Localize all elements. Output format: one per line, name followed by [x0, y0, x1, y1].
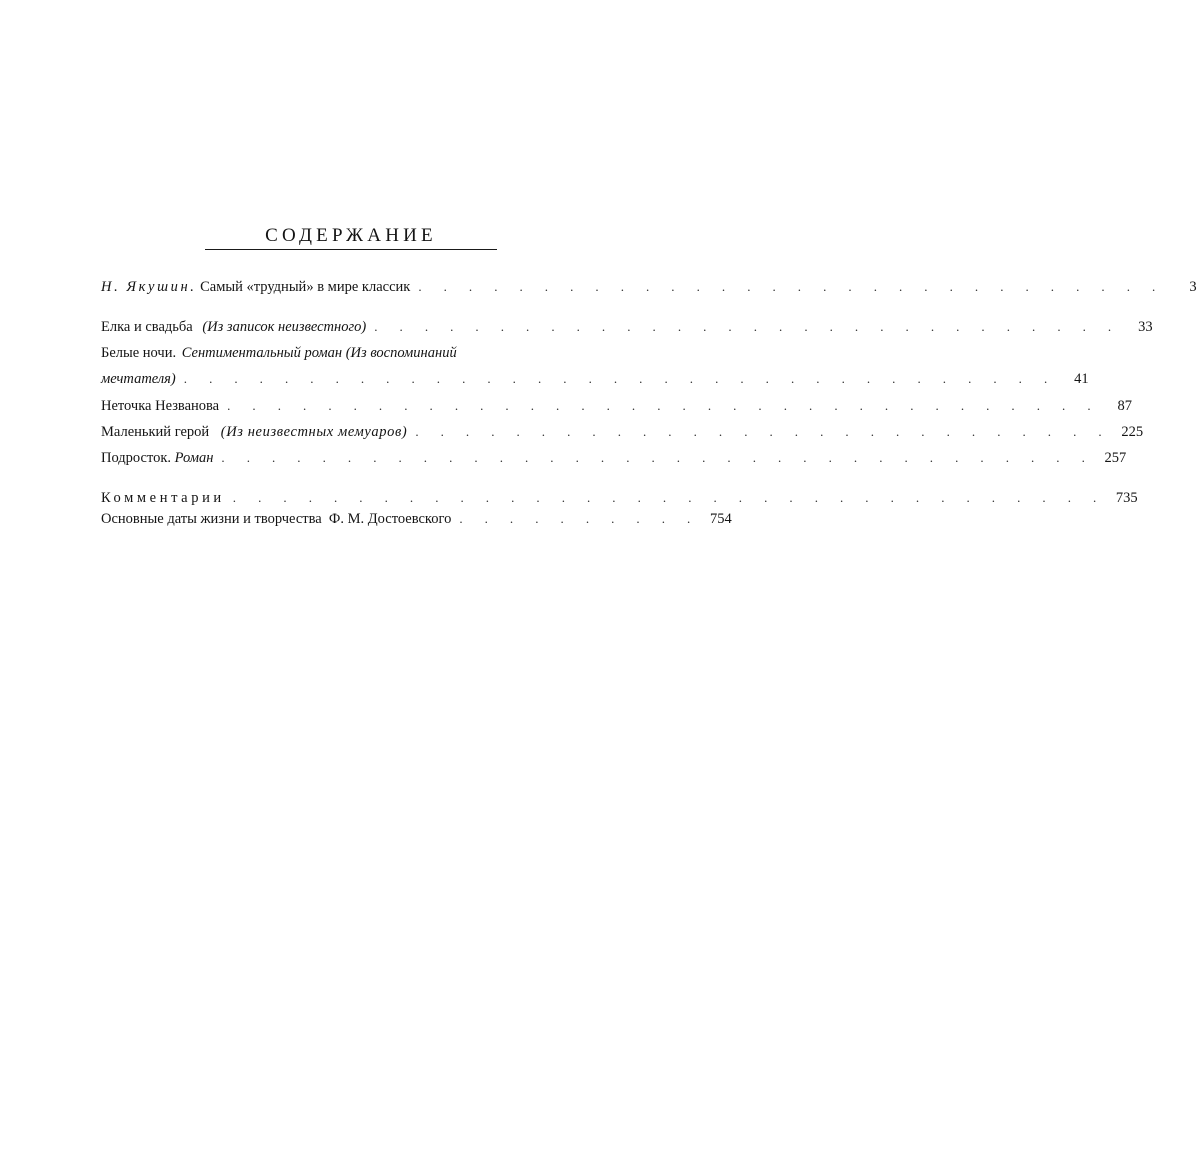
- page-number: 257: [1104, 450, 1127, 466]
- entry-title-text: Белые ночи.: [101, 345, 177, 361]
- toc-entry-netochka[interactable]: [101, 395, 1132, 417]
- toc-entry-daty[interactable]: [101, 508, 732, 530]
- entry-title-text: Основные даты жизни и творчества Ф. М. Достоевского: [101, 511, 452, 527]
- heading-underline: [205, 249, 497, 250]
- entry-subtitle: Роман: [174, 450, 214, 466]
- leader-dots: . . . . . . . . . . . . . . . . . . . . . . . . . . . . . . . . . . .: [221, 450, 1095, 465]
- entry-title-text: Маленький герой: [101, 424, 210, 440]
- page-number: 754: [709, 511, 732, 527]
- entry-subtitle: Сентиментальный роман (Из воспоминаний: [181, 345, 457, 361]
- entry-subtitle-cont: мечтателя): [101, 371, 176, 387]
- leader-dots: . . . . . . . . . .: [459, 511, 700, 526]
- page-number: 3: [1189, 279, 1197, 295]
- entry-subtitle: (Из записок неизвестного): [202, 319, 367, 335]
- toc-entry-intro[interactable]: [101, 276, 1197, 298]
- page-number: 33: [1138, 319, 1153, 335]
- leader-dots: . . . . . . . . . . . . . . . . . . . . . . . . . . . . . .: [374, 319, 1121, 334]
- toc-entry-podrostok[interactable]: [101, 447, 1127, 469]
- page-number: 87: [1117, 398, 1132, 414]
- toc-entry-elka[interactable]: [101, 316, 1153, 338]
- entry-title-text: Комментарии: [101, 490, 225, 506]
- entry-subtitle: (Из неизвестных мемуаров): [220, 424, 408, 440]
- leader-dots: . . . . . . . . . . . . . . . . . . . . . . . . . . . . . . . . . . .: [183, 371, 1057, 386]
- entry-title-text: Подросток.: [101, 450, 172, 466]
- leader-dots: . . . . . . . . . . . . . . . . . . . . . . . . . . . . . .: [418, 279, 1165, 294]
- toc-entry-belye[interactable]: [101, 368, 1089, 390]
- contents-heading: СОДЕРЖАНИЕ: [265, 225, 437, 246]
- entry-title-text: Неточка Незванова: [101, 398, 220, 414]
- entry-title-text: Елка и свадьба: [101, 319, 193, 335]
- page-number: 41: [1074, 371, 1089, 387]
- entry-title: [101, 316, 366, 338]
- toc-entry-geroy[interactable]: [101, 421, 1144, 443]
- entry-title: [101, 276, 410, 298]
- entry-title: [101, 421, 407, 443]
- page-number: 735: [1115, 490, 1138, 506]
- toc-entry-belye-line1[interactable]: [101, 342, 608, 364]
- entry-author: Н. Якушин.: [101, 279, 197, 295]
- leader-dots: . . . . . . . . . . . . . . . . . . . . . . . . . . . . . . . . . . .: [227, 398, 1100, 413]
- leader-dots: . . . . . . . . . . . . . . . . . . . . . . . . . . . . . . . . . . .: [232, 490, 1106, 505]
- toc-entry-kommentarii[interactable]: [101, 487, 1138, 509]
- entry-title: [101, 447, 213, 469]
- page-number: 225: [1121, 424, 1144, 440]
- entry-title-text: Самый «трудный» в мире классик: [196, 279, 411, 295]
- leader-dots: . . . . . . . . . . . . . . . . . . . . . . . . . . . .: [415, 424, 1112, 439]
